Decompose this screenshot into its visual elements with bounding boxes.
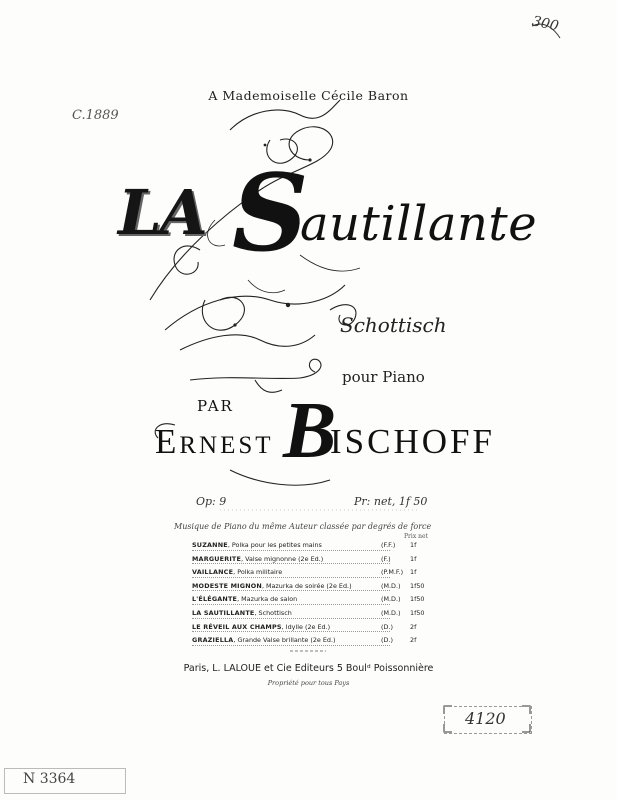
catalog-item	[192, 595, 440, 609]
work-desc: , Idylle (2e Ed.)	[281, 622, 331, 631]
composer-first-name: Ernest	[155, 422, 274, 461]
work-level: (D.)	[381, 622, 393, 631]
publisher-imprint: Paris, L. LALOUE et Cie Editeurs 5 Boulᵈ Poissonnière	[183, 663, 434, 674]
work-desc: , Mazurka de soirée (2e Ed.)	[261, 581, 352, 590]
work-title: GRAZIELLA	[192, 636, 234, 645]
work-level: (M.D.)	[381, 581, 401, 590]
work-level: (P.M.F.)	[381, 568, 404, 577]
title-initial: S	[232, 150, 309, 275]
work-desc: , Polka militaire	[233, 568, 283, 577]
work-title: SUZANNE	[192, 541, 228, 549]
catalog-price-label: Prix net	[404, 533, 428, 540]
opus-number: Op: 9	[196, 495, 227, 508]
work-desc: , Mazurka de salon	[237, 595, 298, 604]
work-level: (M.D.)	[381, 595, 401, 604]
work-price: 1f50	[410, 608, 425, 617]
work-price: 2f	[410, 622, 417, 631]
work-price: 1f	[410, 554, 417, 563]
dedication: A Mademoiselle Cécile Baron	[208, 88, 409, 103]
work-price: 2f	[410, 636, 417, 645]
work-level: (F.)	[381, 554, 391, 563]
catalog-stamp-text: N 3364	[23, 771, 76, 787]
subtitle: Schottisch	[340, 313, 447, 337]
work-desc: , Grande Valse brillante (2e Ed.)	[233, 636, 336, 645]
work-level: (M.D.)	[381, 608, 401, 617]
catalog-item	[192, 555, 440, 569]
work-level: (F.F.)	[381, 541, 396, 549]
work-title: L'ÉLÉGANTE	[192, 595, 238, 604]
catalog-item	[192, 636, 440, 650]
work-title: LE RÉVEIL AUX CHAMPS	[192, 622, 282, 631]
work-title: VAILLANCE	[192, 568, 234, 577]
work-title: MODESTE MIGNON	[192, 581, 262, 590]
catalog-item	[192, 582, 440, 596]
stamp-number-text: 4120	[465, 709, 506, 728]
work-price: 1f	[410, 568, 417, 577]
work-title: LA SAUTILLANTE	[192, 608, 255, 617]
price: Pr: net, 1f 50	[354, 495, 428, 508]
composer-initial: B	[283, 387, 337, 475]
work-desc: , Schottisch	[254, 608, 292, 617]
catalog-item	[192, 541, 440, 555]
instrument: pour Piano	[342, 368, 425, 386]
work-title: MARGUERITE	[192, 554, 242, 563]
title-article: LA	[118, 176, 206, 249]
work-price: 1f50	[410, 595, 425, 604]
rights-notice: Propriété pour tous Pays	[267, 679, 350, 687]
work-price: 1f50	[410, 581, 425, 590]
handwritten-note-top-left: C.1889	[72, 108, 119, 123]
work-desc: , Polka pour les petites mains	[227, 541, 322, 549]
work-desc: , Valse mignonne (2e Ed.)	[241, 554, 324, 563]
catalog-list	[192, 541, 440, 650]
title-rest: autillante	[300, 196, 538, 252]
catalog-stamp	[4, 768, 126, 794]
catalog-item	[192, 623, 440, 637]
work-level: (D.)	[381, 636, 393, 645]
catalog-heading: Musique de Piano du même Auteur classée par degrés de force	[174, 522, 432, 531]
library-stamp-number	[444, 706, 532, 734]
work-price: 1f	[410, 541, 417, 549]
catalog-item	[192, 568, 440, 582]
catalog-item	[192, 609, 440, 623]
by-label: PAR	[197, 397, 234, 415]
composer-last-name: ISCHOFF	[330, 422, 495, 461]
handwritten-note-top-right: 300	[530, 13, 561, 35]
